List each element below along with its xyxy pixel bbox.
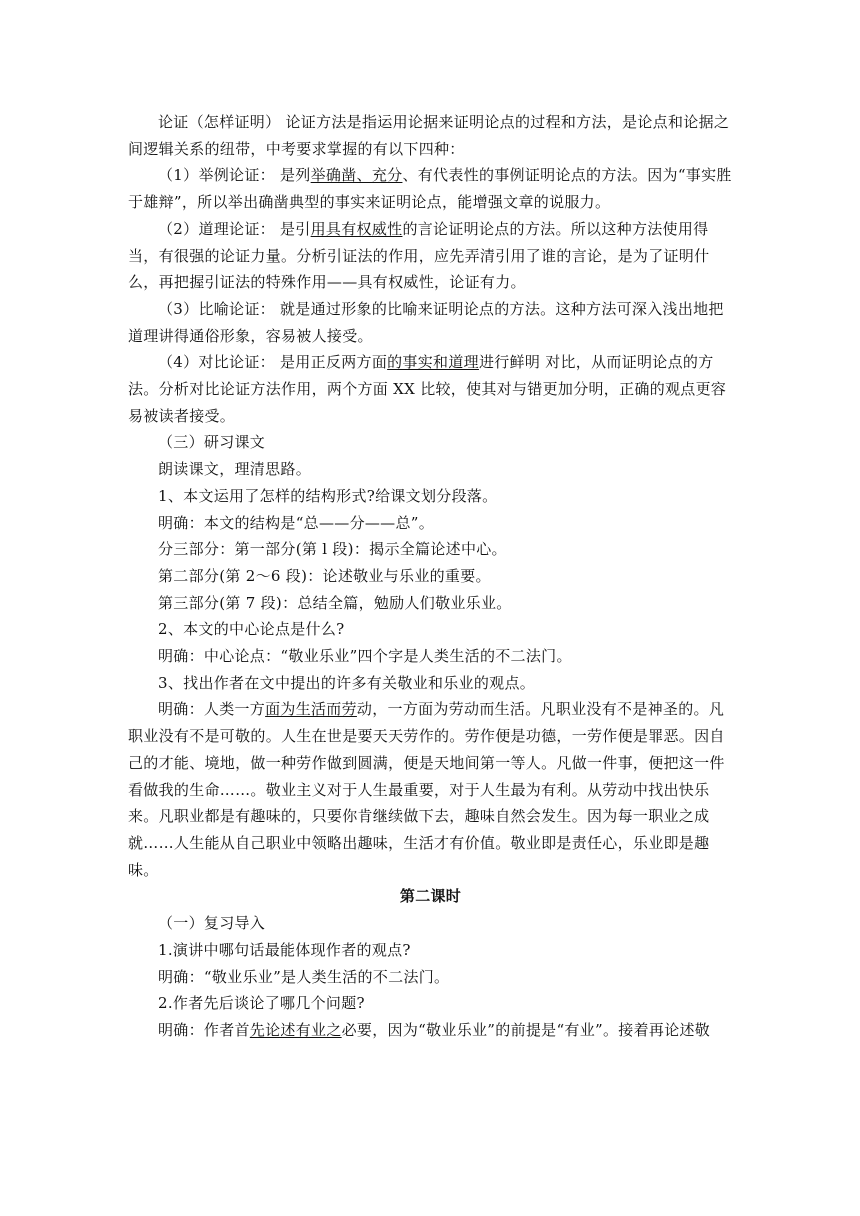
- section-heading-review: （一）复习导入: [158, 914, 266, 933]
- section-heading-study-text: （三）研习课文: [158, 433, 266, 452]
- question: 2.作者先后谈论了哪几个问题?: [158, 994, 365, 1013]
- paragraph: 分三部分：第一部分(第 l 段)：揭示全篇论述中心。: [158, 540, 507, 559]
- paragraph-argument-methods: 论证（怎样证明） 论证方法是指运用论据来证明论点的过程和方法，是论点和论据之间逻辑关系的纽带，中考要求掌握的有以下四种：: [128, 113, 730, 158]
- question: 1.演讲中哪句话最能体现作者的观点?: [158, 940, 411, 959]
- paragraph: 朗读课文，理清思路。: [158, 460, 312, 479]
- underlined-phrase: 的事实和道理: [387, 353, 479, 372]
- answer: 明确：作者首先论述有业之必要，因为“敬业乐业”的前提是“有业”。接着再论述敬: [158, 1020, 711, 1039]
- paragraph-example-argument: （1）举例论证： 是列举确凿、充分、有代表性的事例证明论点的方法。因为“事实胜于雄辩”，所以举出确凿典型的事实来证明论点，能增强文章的说服力。: [128, 166, 732, 212]
- paragraph-contrast-argument: （4）对比论证： 是用正反两方面的事实和道理进行鲜明 对比，从而证明论点的方法。分析对比论证方法作用，两个方面 XX 比较，使其对与错更加分明，正确的观点更容易被读者接受。: [128, 353, 727, 425]
- question-3: 3、找出作者在文中提出的许多有关敬业和乐业的观点。: [158, 673, 536, 692]
- question-1: 1、本文运用了怎样的结构形式?给课文划分段落。: [158, 486, 498, 505]
- answer: 明确：“敬业乐业”是人类生活的不二法门。: [158, 967, 450, 986]
- paragraph-metaphor-argument: （3）比喻论证： 就是通过形象的比喻来证明论点的方法。这种方法可深入浅出地把道理讲得通俗形象，容易被人接受。: [128, 299, 724, 345]
- underlined-phrase: 举确凿、充分: [310, 166, 403, 185]
- question-2: 2、本文的中心论点是什么?: [158, 620, 345, 639]
- underlined-phrase: 用具有权威性: [310, 219, 403, 238]
- underlined-phrase: 面为生活而劳: [265, 700, 357, 719]
- answer-2: 明确：中心论点：“敬业乐业”四个字是人类生活的不二法门。: [158, 647, 572, 666]
- paragraph-reasoning-argument: （2）道理论证： 是引用具有权威性的言论证明论点的方法。所以这种方法使用得当，有很强的论证力量。分析引证法的作用，应先弄清引用了谁的言论，是为了证明什么，再把握引证法的特殊作用——具有权威性，论证有力。: [128, 219, 710, 292]
- document-body: [128, 109, 733, 1044]
- paragraph: 第三部分(第 7 段)：总结全篇，勉励人们敬业乐业。: [158, 593, 512, 612]
- paragraph: 第二部分(第 2～6 段)：论述敬业与乐业的重要。: [158, 566, 491, 585]
- answer-3: 明确：人类一方面为生活而劳动，一方面为劳动而生活。凡职业没有不是神圣的。凡职业没有不是可敬的。人生在世是要天天劳作的。劳作便是功德，一劳作便是罪恶。因自己的才能、境地，做一种劳作做到圆满，便是天地间第一等人。凡做一件事，便把这一件看做我的生命……。敬业主义对于人生最重要，对于人生最为有利。从劳动中找出快乐来。凡职业都是有趣味的，只要你肯继续做下去，趣味自然会发生。因为每一职业之成就……人生能从自己职业中领略出趣味，生活才有价值。敬业即是责任心，乐业即是趣味。: [128, 700, 725, 879]
- lesson-heading: 第二课时: [399, 887, 462, 906]
- underlined-phrase: 先论述有业之: [249, 1020, 342, 1039]
- answer-1: 明确：本文的结构是“总——分——总”。: [158, 513, 435, 532]
